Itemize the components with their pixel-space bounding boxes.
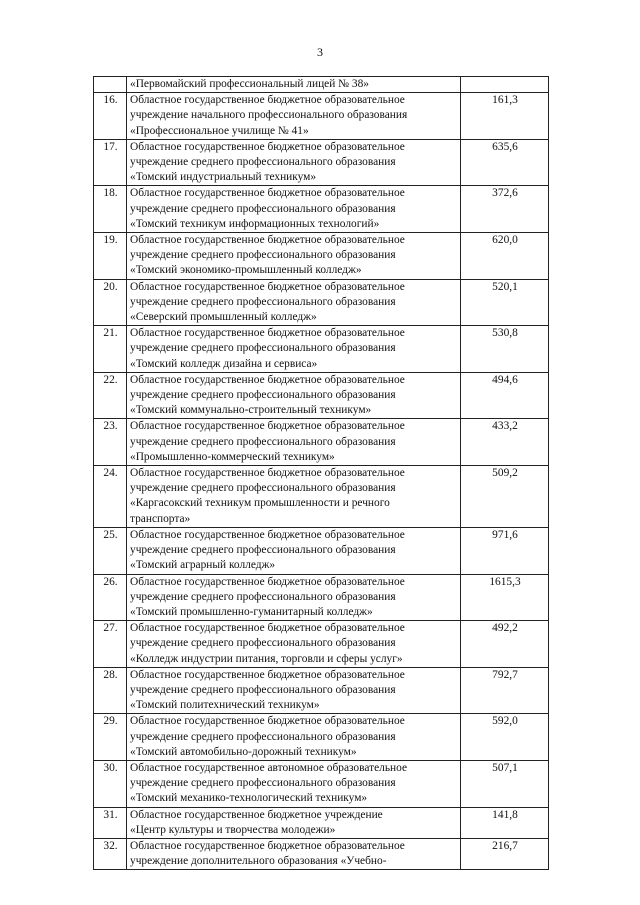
row-number: 18.	[94, 186, 127, 233]
table-row	[94, 838, 549, 869]
institution-name-line: учреждение среднего профессионального образования	[130, 683, 396, 696]
amount-value: 161,3	[461, 93, 549, 140]
row-number: 20.	[94, 279, 127, 326]
institution-name	[127, 807, 461, 838]
amount-value: 494,6	[461, 372, 549, 419]
institution-name	[127, 714, 461, 761]
institution-name-line: Областное государственное бюджетное образовательное	[130, 839, 405, 852]
institution-name-line: учреждение среднего профессионального образования	[130, 482, 396, 495]
amount-value: 507,1	[461, 760, 549, 807]
institution-name-line: Областное государственное бюджетное образовательное	[130, 234, 405, 247]
institution-name	[127, 419, 461, 466]
institution-name	[127, 326, 461, 373]
institution-name-line: «Томский политехнический техникум»	[130, 699, 320, 712]
amount-value: 792,7	[461, 667, 549, 714]
institution-name	[127, 466, 461, 528]
institution-name	[127, 760, 461, 807]
institution-name-line: учреждение среднего профессионального образования	[130, 777, 396, 790]
institution-name	[127, 77, 461, 93]
institution-name-line: Областное государственное бюджетное учреждение	[130, 808, 383, 821]
institution-name	[127, 621, 461, 668]
row-number: 32.	[94, 838, 127, 869]
table-row	[94, 466, 549, 528]
amount-value: 141,8	[461, 807, 549, 838]
row-number: 23.	[94, 419, 127, 466]
table-row	[94, 279, 549, 326]
institution-name-line: Областное государственное автономное образовательное	[130, 761, 408, 774]
institution-name-line: учреждение среднего профессионального образования	[130, 730, 396, 743]
institution-name-line: «Томский экономико-промышленный колледж»	[130, 264, 362, 277]
institution-name	[127, 574, 461, 621]
institution-name	[127, 838, 461, 869]
institution-name-line: Областное государственное бюджетное образовательное	[130, 528, 405, 541]
table-row	[94, 139, 549, 186]
institution-name-line: Областное государственное бюджетное образовательное	[130, 280, 405, 293]
institution-name-line: Областное государственное бюджетное образовательное	[130, 327, 405, 340]
institution-name-line: «Томский индустриальный техникум»	[130, 171, 317, 184]
institution-name	[127, 93, 461, 140]
institution-name-line: Областное государственное бюджетное образовательное	[130, 373, 405, 386]
institution-name-line: Областное государственное бюджетное образовательное	[130, 715, 405, 728]
row-number: 31.	[94, 807, 127, 838]
row-number: 21.	[94, 326, 127, 373]
amount-value: 530,8	[461, 326, 549, 373]
allocation-table	[93, 76, 549, 870]
amount-value: 216,7	[461, 838, 549, 869]
table-row	[94, 77, 549, 93]
row-number: 24.	[94, 466, 127, 528]
row-number: 28.	[94, 667, 127, 714]
institution-name-line: «Профессиональное училище № 41»	[130, 124, 309, 137]
institution-name	[127, 279, 461, 326]
amount-value: 372,6	[461, 186, 549, 233]
institution-name-line: «Томский автомобильно-дорожный техникум»	[130, 745, 357, 758]
table-row	[94, 714, 549, 761]
institution-name-line: Областное государственное бюджетное образовательное	[130, 467, 405, 480]
institution-name-line: «Колледж индустрии питания, торговли и сферы услуг»	[130, 652, 403, 665]
institution-name-line: «Томский коммунально-строительный техникум»	[130, 404, 372, 417]
institution-name-line: «Северский промышленный колледж»	[130, 311, 317, 324]
institution-name-line: «Центр культуры и творчества молодежи»	[130, 823, 336, 836]
institution-name-line: учреждение среднего профессионального образования	[130, 590, 396, 603]
institution-name	[127, 372, 461, 419]
amount-value: 509,2	[461, 466, 549, 528]
institution-name	[127, 233, 461, 280]
row-number: 27.	[94, 621, 127, 668]
institution-name-line: учреждение начального профессионального образования	[130, 109, 408, 122]
institution-name-line: учреждение среднего профессионального образования	[130, 156, 396, 169]
table-row	[94, 621, 549, 668]
institution-name-line: Областное государственное бюджетное образовательное	[130, 575, 405, 588]
institution-name	[127, 139, 461, 186]
institution-name-line: учреждение среднего профессионального образования	[130, 544, 396, 557]
table-row	[94, 93, 549, 140]
row-number: 22.	[94, 372, 127, 419]
amount-value: 971,6	[461, 527, 549, 574]
institution-name-line: «Томский аграрный колледж»	[130, 559, 276, 572]
institution-name-line: учреждение среднего профессионального образования	[130, 389, 396, 402]
amount-value: 492,2	[461, 621, 549, 668]
table-row	[94, 527, 549, 574]
row-number: 19.	[94, 233, 127, 280]
table-row	[94, 372, 549, 419]
institution-name-line: учреждение среднего профессионального образования	[130, 202, 396, 215]
institution-name-line: «Первомайский профессиональный лицей № 38»	[130, 78, 369, 90]
table-body	[94, 77, 549, 870]
institution-name-line: Областное государственное бюджетное образовательное	[130, 187, 405, 200]
amount-value: 592,0	[461, 714, 549, 761]
institution-name-line: учреждение среднего профессионального образования	[130, 342, 396, 355]
amount-value: 635,6	[461, 139, 549, 186]
row-number: 17.	[94, 139, 127, 186]
institution-name	[127, 186, 461, 233]
row-number: 29.	[94, 714, 127, 761]
amount-value	[461, 77, 549, 93]
institution-name-line: Областное государственное бюджетное образовательное	[130, 94, 405, 107]
institution-name-line: Областное государственное бюджетное образовательное	[130, 140, 405, 153]
amount-value: 1615,3	[461, 574, 549, 621]
row-number	[94, 77, 127, 93]
institution-name-line: «Томский механико-технологический техникум»	[130, 792, 368, 805]
institution-name-line: «Томский техникум информационных технологий»	[130, 217, 380, 230]
page-number: 3	[317, 45, 323, 59]
institution-name-line: «Промышленно-коммерческий техникум»	[130, 450, 335, 463]
institution-name-line: «Томский промышленно-гуманитарный колледж»	[130, 605, 373, 618]
institution-name-line: учреждение среднего профессионального образования	[130, 435, 396, 448]
institution-name-line: учреждение среднего профессионального образования	[130, 249, 396, 262]
institution-name-line: учреждение среднего профессионального образования	[130, 637, 396, 650]
table-row	[94, 760, 549, 807]
institution-name-line: «Каргасокский техникум промышленности и речного	[130, 497, 390, 510]
table-row	[94, 419, 549, 466]
row-number: 30.	[94, 760, 127, 807]
row-number: 25.	[94, 527, 127, 574]
institution-name	[127, 527, 461, 574]
institution-name	[127, 667, 461, 714]
table-row	[94, 233, 549, 280]
institution-name-line: Областное государственное бюджетное образовательное	[130, 420, 405, 433]
amount-value: 433,2	[461, 419, 549, 466]
institution-name-line: транспорта»	[130, 512, 191, 525]
table-row	[94, 326, 549, 373]
table-row	[94, 807, 549, 838]
institution-name-line: «Томский колледж дизайна и сервиса»	[130, 357, 318, 370]
institution-name-line: учреждение дополнительного образования «Учебно-	[130, 855, 387, 868]
table-row	[94, 186, 549, 233]
institution-name-line: Областное государственное бюджетное образовательное	[130, 668, 405, 681]
amount-value: 520,1	[461, 279, 549, 326]
table-row	[94, 667, 549, 714]
institution-name-line: Областное государственное бюджетное образовательное	[130, 622, 405, 635]
institution-name-line: учреждение среднего профессионального образования	[130, 295, 396, 308]
row-number: 16.	[94, 93, 127, 140]
row-number: 26.	[94, 574, 127, 621]
amount-value: 620,0	[461, 233, 549, 280]
table-row	[94, 574, 549, 621]
